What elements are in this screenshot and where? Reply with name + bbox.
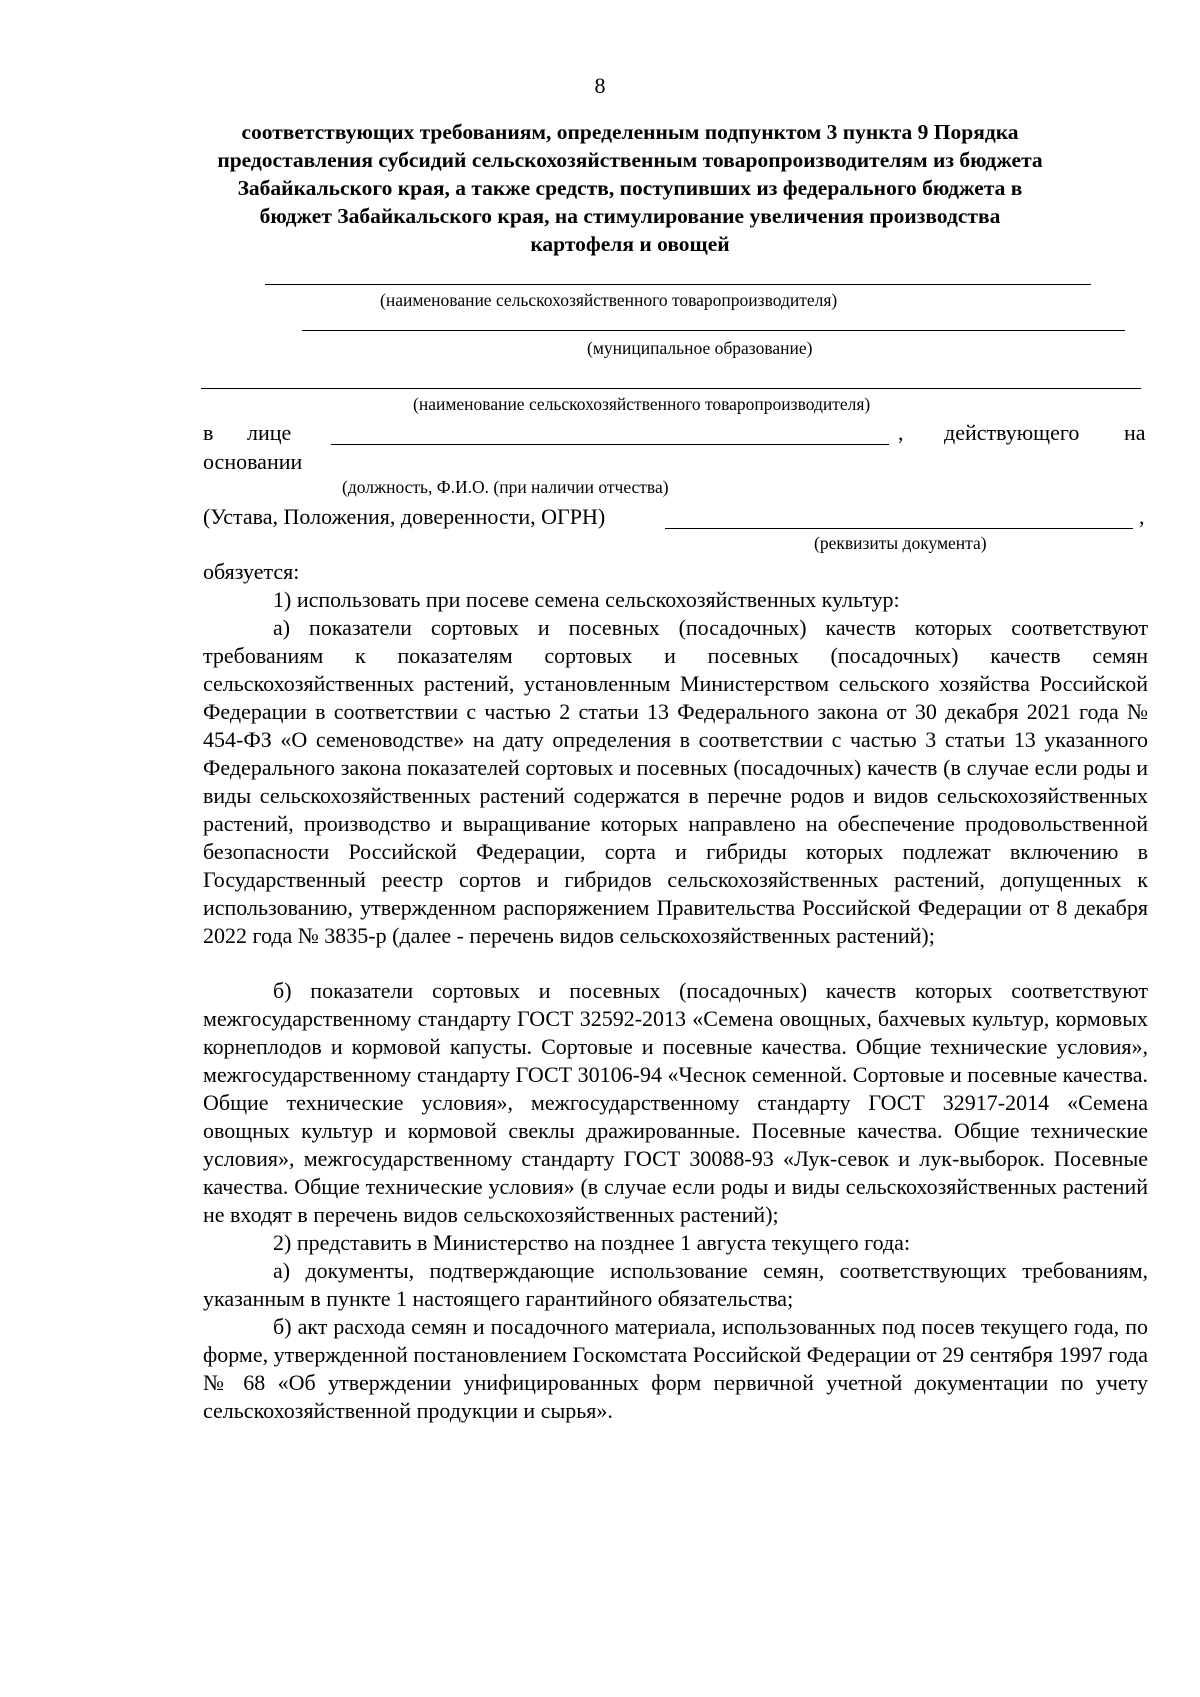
paragraph-2: 2) представить в Министерство на позднее 1 августа текущего года:: [273, 1230, 911, 1255]
document-details-line[interactable]: [665, 528, 1133, 529]
position-caption: (должность, Ф.И.О. (при наличии отчества): [342, 477, 669, 497]
title-line: бюджет Забайкальского края, на стимулирование увеличения производства: [259, 204, 1001, 228]
paragraph-1: 1) использовать при посеве семена сельскохозяйственных культур:: [273, 587, 900, 612]
document-title: [150, 118, 1110, 258]
title-line: Забайкальского края, а также средств, поступивших из федерального бюджета в: [237, 176, 1023, 200]
trailing-comma: ,: [1139, 504, 1145, 529]
obligations-body: [203, 558, 1148, 1425]
producer-name-line[interactable]: [265, 284, 1091, 285]
paragraph-1a: а) показатели сортовых и посевных (посадочных) качеств которых соответствуют требованиям к показателям сортовых и посевных (посадочных) качеств семян сельскохозяйственных растений, установленным Министерством сельского хозяйства Российской Федерации в соответствии с частью 2 статьи 13 Федерального закона от 30 декабря 2021 года № 454-ФЗ «О семеноводстве» на дату определения в соответствии с частью 3 статьи 13 указанного Федерального закона показателей сортовых и посевных (посадочных) качеств (в случае если роды и виды сельскохозяйственных растений содержатся в перечне родов и видов сельскохозяйственных растений, производство и выращивание которых направлено на обеспечение продовольственной безопасности Российской Федерации, сорта и гибриды которых подлежат включению в Государственный реестр сортов и гибридов сельскохозяйственных растений, допущенных к использованию, утвержденном распоряжением Правительства Российской Федерации от 8 декабря 2022 года № 3835-р (далее - перечень видов сельскохозяйственных растений);: [203, 615, 1148, 948]
paragraph-2a: а) документы, подтверждающие использование семян, соответствующих требованиям, указанным в пункте 1 настоящего гарантийного обязательства;: [203, 1258, 1148, 1311]
municipality-caption: (муниципальное образование): [587, 338, 813, 358]
obligates-label: обязуется:: [203, 559, 300, 584]
municipality-line[interactable]: [302, 330, 1125, 331]
basis-docs-label: (Устава, Положения, доверенности, ОГРН): [203, 504, 606, 529]
in-person-word: в: [203, 420, 214, 445]
position-name-line[interactable]: [331, 444, 889, 445]
producer-name-line-2[interactable]: [201, 388, 1141, 389]
producer-name-caption-2: (наименование сельскохозяйственного товаропроизводителя): [413, 394, 871, 414]
document-details-caption: (реквизиты документа): [814, 533, 987, 553]
comma: ,: [898, 420, 904, 445]
in-person-word: лице: [247, 420, 292, 445]
page-number: 8: [594, 73, 606, 98]
basis-word: основании: [203, 449, 303, 474]
paragraph-2b: б) акт расхода семян и посадочного материала, использованных под посев текущего года, по форме, утвержденной постановлением Госкомстата Российской Федерации от 29 сентября 1997 года № 68 «Об утверждении унифицированных форм первичной учетной документации по учету сельскохозяйственной продукции и сырья».: [203, 1314, 1148, 1423]
paragraph-1b: б) показатели сортовых и посевных (посадочных) качеств которых соответствуют межгосударственному стандарту ГОСТ 32592-2013 «Семена овощных, бахчевых культур, кормовых корнеплодов и кормовой капусты. Сортовые и посевные качества. Общие технические условия», межгосударственному стандарту ГОСТ 30106-94 «Чеснок семенной. Сортовые и посевные качества. Общие технические условия», межгосударственному стандарту ГОСТ 32917-2014 «Семена овощных культур и кормовой свеклы дражированные. Посевные качества. Общие технические условия», межгосударственному стандарту ГОСТ 30088-93 «Лук-севок и лук-выборок. Посевные качества. Общие технические условия» (в случае если роды и виды сельскохозяйственных растений не входят в перечень видов сельскохозяйственных растений);: [203, 978, 1148, 1227]
title-line: предоставления субсидий сельскохозяйственным товаропроизводителям из бюджета: [217, 148, 1043, 172]
producer-name-caption: (наименование сельскохозяйственного товаропроизводителя): [380, 290, 838, 310]
title-line: картофеля и овощей: [530, 232, 730, 256]
acting-word: действующего: [944, 420, 1080, 445]
title-line: соответствующих требованиям, определенным подпунктом 3 пункта 9 Порядка: [241, 120, 1019, 144]
on-word: на: [1124, 420, 1146, 445]
